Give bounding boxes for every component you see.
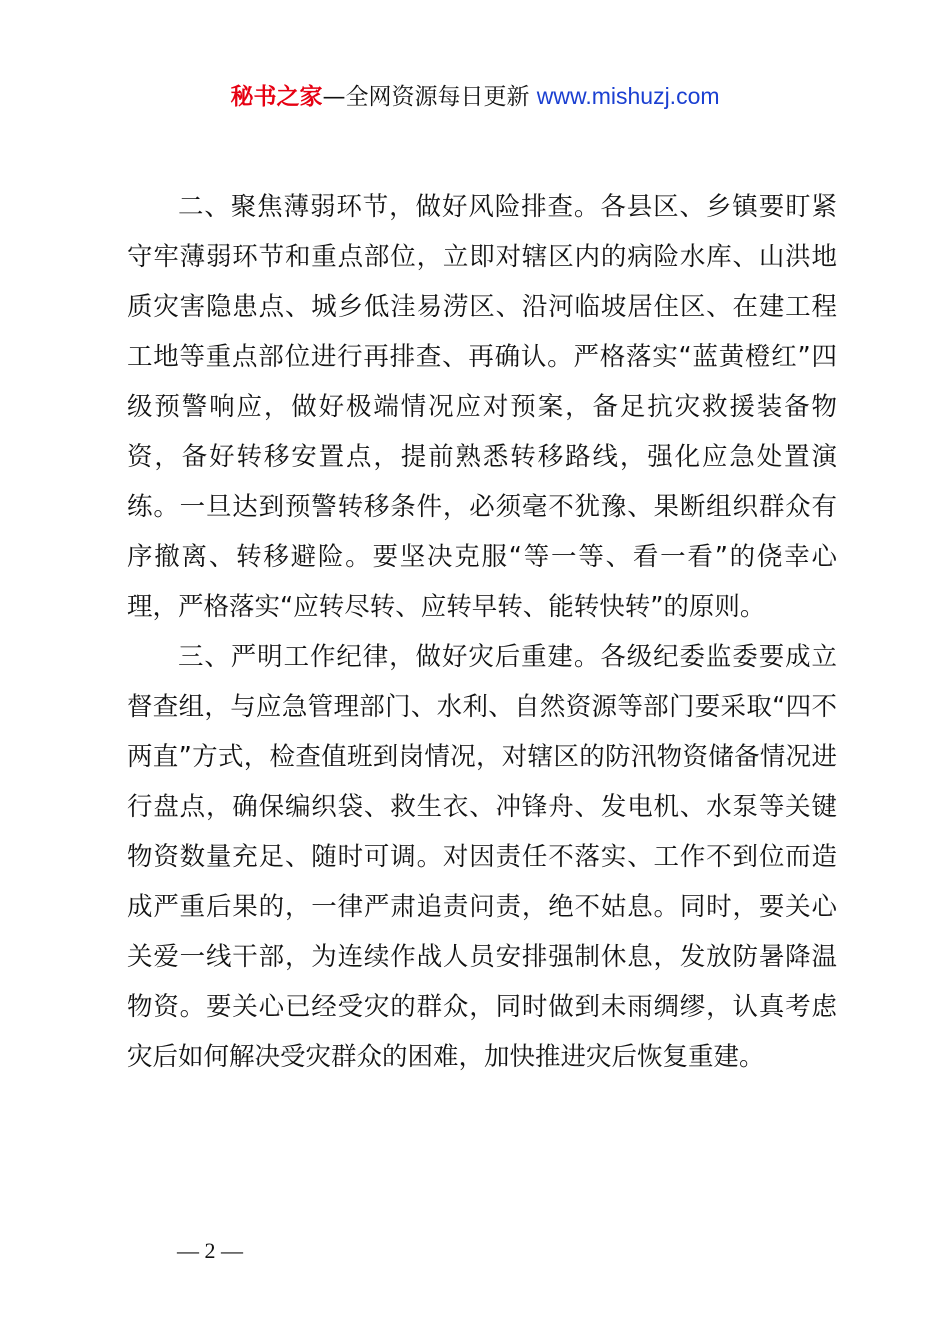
site-tagline: —全网资源每日更新 bbox=[322, 84, 530, 110]
paragraph-work-discipline: 三、严明工作纪律，做好灾后重建。各级纪委监委要成立督查组，与应急管理部门、水利、自然资源等部门要采取“四不两直”方式，检查值班到岗情况，对辖区的防汛物资储备情况进行盘点，确保编织袋、救生衣、冲锋舟、发电机、水泵等关键物资数量充足、随时可调。对因责任不落实、工作不到位而造成严重后果的，一律严肃追责问责，绝不姑息。同时，要关心关爱一线干部，为连续作战人员安排强制休息，发放防暑降温物资。要关心已经受灾的群众，同时做到未雨绸缪，认真考虑灾后如何解决受灾群众的困难，加快推进灾后恢复重建。 bbox=[127, 642, 837, 1072]
document-body bbox=[127, 182, 837, 1082]
site-header bbox=[0, 80, 950, 113]
site-brand: 秘书之家 bbox=[230, 84, 323, 110]
paragraph-risk-screening: 二、聚焦薄弱环节，做好风险排查。各县区、乡镇要盯紧守牢薄弱环节和重点部位，立即对辖区内的病险水库、山洪地质灾害隐患点、城乡低洼易涝区、沿河临坡居住区、在建工程工地等重点部位进行再排查、再确认。严格落实“蓝黄橙红”四级预警响应，做好极端情况应对预案，备足抗灾救援装备物资，备好转移安置点，提前熟悉转移路线，强化应急处置演练。一旦达到预警转移条件，必须毫不犹豫、果断组织群众有序撤离、转移避险。要坚决克服“等一等、看一看”的侥幸心理，严格落实“应转尽转、应转早转、能转快转”的原则。 bbox=[127, 192, 837, 622]
site-url-link[interactable]: www.mishuzj.com bbox=[536, 83, 720, 109]
page-number: — 2 — bbox=[177, 1238, 243, 1263]
